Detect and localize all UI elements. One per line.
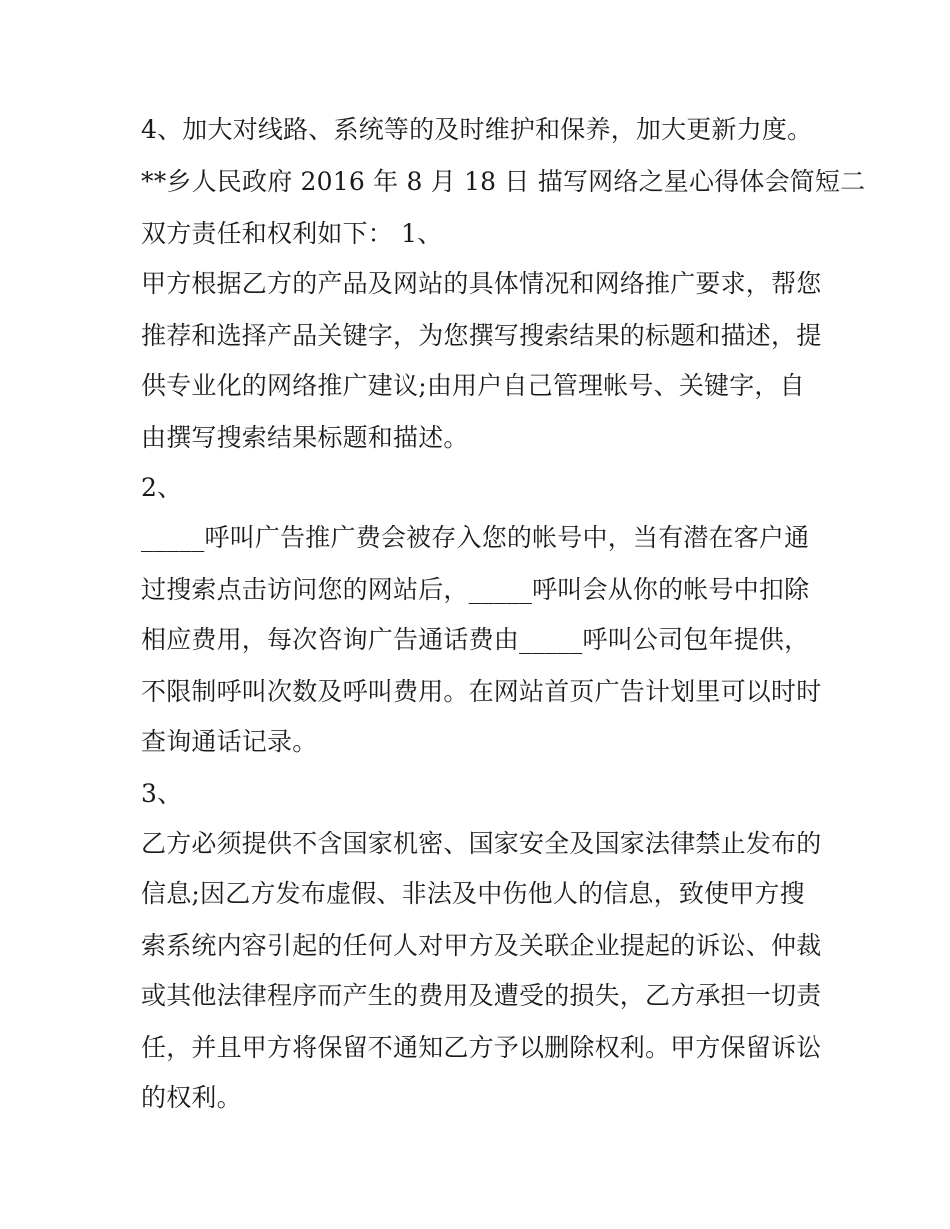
text-line: 3、 (141, 779, 183, 808)
text-line: 乙方必须提供不含国家机密、国家安全及国家法律禁止发布的 (141, 829, 822, 858)
text-line: 推荐和选择产品关键字，为您撰写搜索结果的标题和描述，提 (141, 321, 822, 350)
text-line: 供专业化的网络推广建议;由用户自己管理帐号、关键字，自 (141, 371, 805, 400)
text-line: 信息;因乙方发布虚假、非法及中伤他人的信息，致使甲方搜 (141, 879, 805, 908)
text-line: _____呼叫广告推广费会被存入您的帐号中，当有潜在客户通 (141, 523, 810, 552)
text-line: 双方责任和权利如下： 1、 (141, 219, 443, 248)
text-line: 查询通话记录。 (141, 727, 318, 756)
text-line: 4、加大对线路、系统等的及时维护和保养，加大更新力度。 (141, 115, 813, 144)
text-line: 过搜索点击访问您的网站后，_____呼叫会从你的帐号中扣除 (141, 575, 810, 604)
text-line: 甲方根据乙方的产品及网站的具体情况和网络推广要求，帮您 (141, 269, 822, 298)
text-line: 索系统内容引起的任何人对甲方及关联企业提起的诉讼、仲裁 (141, 931, 822, 960)
text-line: 由撰写搜索结果标题和描述。 (141, 423, 469, 452)
text-line: 2、 (141, 473, 183, 502)
text-line: 相应费用，每次咨询广告通话费由_____呼叫公司包年提供， (141, 625, 810, 654)
text-line: 任，并且甲方将保留不通知乙方予以删除权利。甲方保留诉讼 (141, 1033, 822, 1062)
text-line: **乡人民政府 2016 年 8 月 18 日 描写网络之星心得体会简短二 (141, 167, 866, 196)
text-line: 或其他法律程序而产生的费用及遭受的损失，乙方承担一切责 (141, 981, 822, 1010)
text-line: 的权利。 (141, 1083, 242, 1112)
text-line: 不限制呼叫次数及呼叫费用。在网站首页广告计划里可以时时 (141, 677, 822, 706)
